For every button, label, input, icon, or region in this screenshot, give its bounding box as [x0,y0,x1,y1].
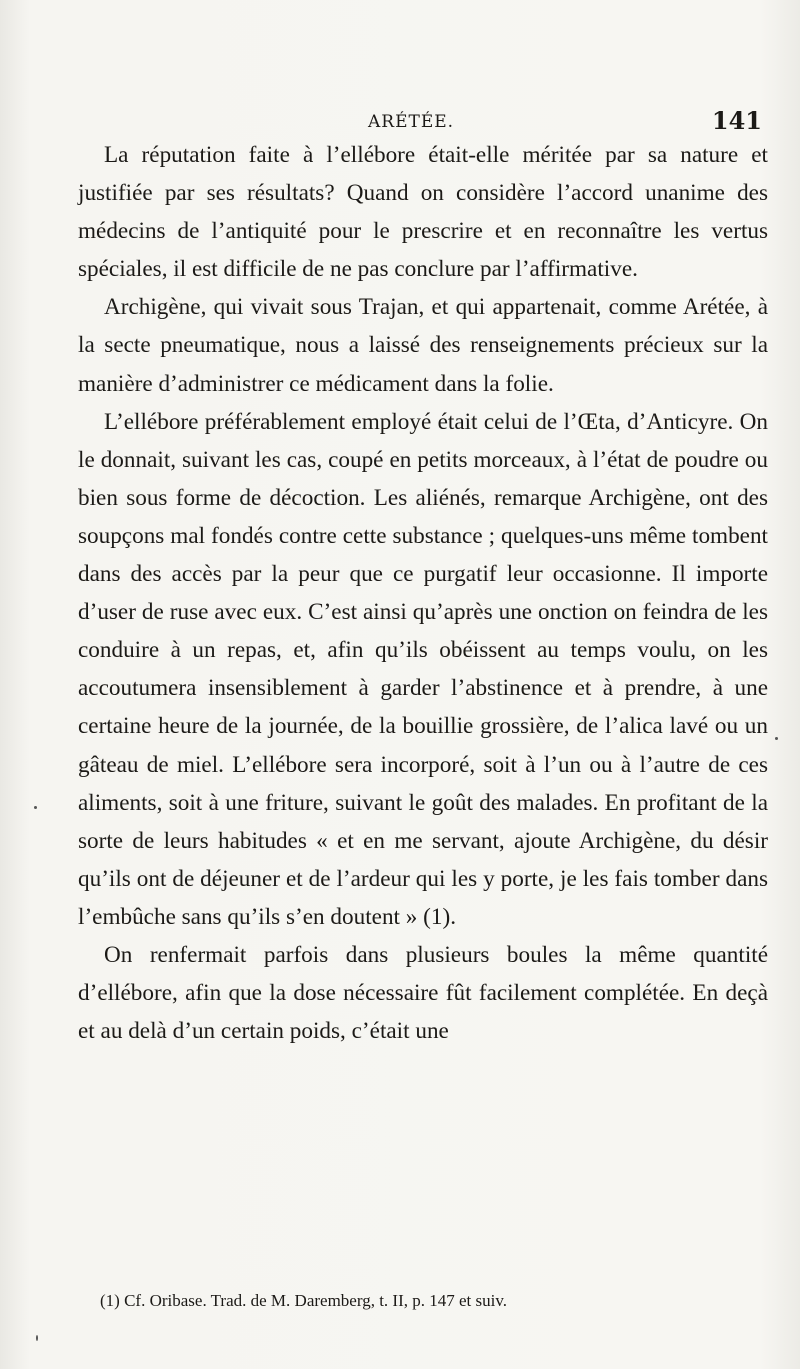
paragraph-ellebore: L’ellébore préférablement employé était celui de l’Œta, d’Anticyre. On le donnait, suivant les cas, coupé en petits morceaux, à l’état de poudre ou bien sous forme de décoction. Les aliénés, remarque Archigène, ont des soupçons mal fondés contre cette substance ; quelques-uns même tombent dans des accès par la peur que ce purgatif leur occasionne. Il importe d’user de ruse avec eux. C’est ainsi qu’après une onction on feindra de les conduire à un repas, et, afin qu’ils obéissent au temps voulu, on les accoutumera insensiblement à garder l’abstinence et à prendre, à une certaine heure de la journée, de la bouillie grossière, de l’alica lavé ou un gâteau de miel. L’ellébore sera incorporé, soit à l’un ou à l’autre de ces aliments, soit à une friture, suivant le goût des malades. En profitant de la sorte de leurs habitudes « et en me servant, ajoute Archigène, du désir qu’ils ont de déjeuner et de l’ardeur qui les y porte, je les fais tomber dans l’embûche sans qu’ils s’en doutent » (1). [78,408,768,930]
paper-speck [34,806,37,809]
paper-speck [36,1335,38,1341]
paragraph-reputation: La réputation faite à l’ellébore était-elle méritée par sa nature et justifiée par ses résultats? Quand on considère l’accord unanime des médecins de l’antiquité pour le prescrire et en reconnaître les vertus spéciales, il est difficile de ne pas conclure par l’affirmative. [78,142,768,283]
page-number: 141 [711,106,762,135]
page-header [78,100,768,136]
paragraph-boules: On renfermait parfois dans plusieurs boules la même quantité d’ellébore, afin que la dose nécessaire fût facilement complétée. En deçà et au delà d’un certain poids, c’était une [78,941,768,1045]
paper-speck [775,737,778,740]
running-title: ARÉTÉE. [368,112,455,132]
footnote: (1) Cf. Oribase. Trad. de M. Daremberg, t. II, p. 147 et suiv. [100,1291,507,1310]
body-text [78,136,768,1050]
paragraph-archigene: Archigène, qui vivait sous Trajan, et qui appartenait, comme Arétée, à la secte pneumatique, nous a laissé des renseignements précieux sur la manière d’administrer ce médicament dans la folie. [78,294,768,397]
